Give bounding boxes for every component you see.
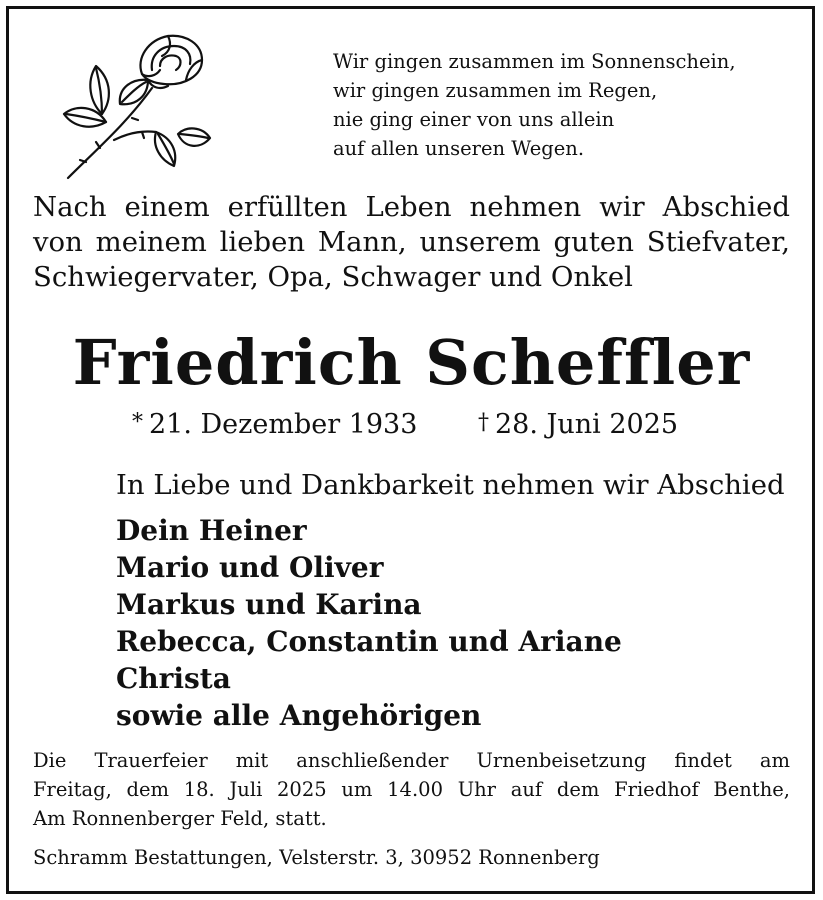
poem [333,47,736,163]
ceremony-line: Am Ronnenberger Feld, statt. [33,807,327,830]
intro-line: Nach einem erfüllten Leben nehmen wir Abschied [33,191,790,223]
poem-line: auf allen unseren Wegen. [333,137,585,160]
mourner-name: Dein Heiner [116,514,307,547]
mourner-name: Mario und Oliver [116,551,384,584]
poem-line: wir gingen zusammen im Regen, [333,79,658,102]
death-date-line [478,406,678,442]
birth-date: 21. Dezember 1933 [149,409,418,440]
undertaker-info: Schramm Bestattungen, Velsterstr. 3, 30952 Ronnenberg [33,846,600,869]
poem-line: nie ging einer von uns allein [333,108,615,131]
birth-date-line [132,406,417,442]
mourners-list [116,512,622,734]
death-symbol: † [478,410,489,435]
mourner-name: Christa [116,662,231,695]
ceremony-notice [33,746,790,833]
ceremony-line: Freitag, dem 18. Juli 2025 um 14.00 Uhr auf dem Friedhof Benthe, [33,778,790,801]
rose-icon [56,22,216,182]
mourner-name: Rebecca, Constantin und Ariane [116,625,622,658]
ceremony-line: Die Trauerfeier mit anschließender Urnenbeisetzung findet am [33,749,790,772]
intro-line: von meinem lieben Mann, unserem guten Stiefvater, [33,226,790,258]
mourner-name: Markus und Karina [116,588,422,621]
mourner-name: sowie alle Angehörigen [116,699,482,732]
intro-line: Schwiegervater, Opa, Schwager und Onkel [33,261,633,293]
thanks-line: In Liebe und Dankbarkeit nehmen wir Abschied [116,469,785,501]
birth-symbol: * [132,410,143,435]
death-date: 28. Juni 2025 [495,409,679,440]
deceased-name: Friedrich Scheffler [72,326,751,399]
intro-text [33,190,790,295]
poem-line: Wir gingen zusammen im Sonnenschein, [333,50,736,73]
